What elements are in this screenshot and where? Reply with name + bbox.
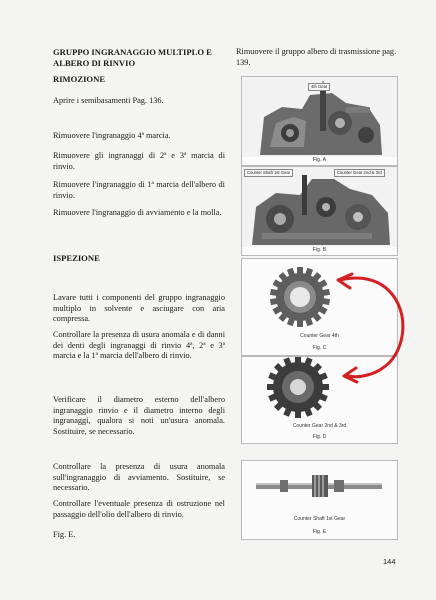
shaft-photo-e xyxy=(242,461,397,511)
caption-fig-a: Fig. A xyxy=(312,157,327,163)
caption-fig-b: Fig. B xyxy=(312,247,327,253)
removal-step-5: Rimuovere l'ingranaggio di avviamento e la molla. xyxy=(53,208,222,217)
inspection-step-4: Controllare la presenza di usura anomala sull'ingranaggio di avviamento. Sostituire, se necessario. xyxy=(53,462,225,492)
label-counter-shaft-1st-gear: Counter Shaft 1st Gear xyxy=(244,169,293,177)
caption-fig-d: Fig. D xyxy=(312,434,327,440)
removal-step-4: Rimuovere l'ingranaggio di 1ª marcia dell'albero di rinvio. xyxy=(53,180,225,200)
label-counter-gear-2nd-3rd: Counter Gear 2nd & 3rd xyxy=(334,169,385,177)
figure-b xyxy=(241,166,398,256)
inspection-step-2: Controllare la presenza di usura anomala e di danni dei denti degli ingranaggi di rinvio 4ª, 2ª e 3ª marcia e la 1ª marcia dell'albero di rinvio. xyxy=(53,330,225,360)
removal-step-1: Aprire i semibasamenti Pag. 136. xyxy=(53,96,164,105)
caption-fig-e: Fig. E xyxy=(312,529,327,535)
removal-heading: RIMOZIONE xyxy=(53,74,106,84)
section-title: GRUPPO INGRANAGGIO MULTIPLO E ALBERO DI RINVIO xyxy=(53,47,212,68)
inspection-heading: ISPEZIONE xyxy=(53,253,100,263)
inspection-step-1: Lavare tutti i componenti del gruppo ingranaggio multiplo in solvente e asciugare con aria compressa. xyxy=(53,293,225,323)
removal-step-2: Rimuovere l'ingranaggio 4ª marcia. xyxy=(53,131,171,140)
label-4th-gear: 4th Gear xyxy=(308,83,330,91)
inspection-step-3: Verificare il diametro esterno dell'albero ingranaggio rinvio e il diametro interno degli ingranaggi, qualora si noti un'usura anomala. Sostituire, se necessario. xyxy=(53,395,225,436)
figure-a xyxy=(241,76,398,166)
page-number: 144 xyxy=(383,557,396,566)
label-counter-gear-2nd-3rd-d: Counter Gear 2nd & 3rd xyxy=(292,423,347,429)
inspection-step-5: Controllare l'eventuale presenza di ostruzione nel passaggio dell'olio dell'albero di rinvio. xyxy=(53,499,225,519)
caption-fig-c: Fig. C xyxy=(312,345,327,351)
engine-photo-b xyxy=(242,167,397,247)
label-counter-gear-4th: Counter Gear 4th xyxy=(300,333,339,339)
red-arrow-annotation xyxy=(330,270,420,390)
removal-step-3: Rimuovere gli ingranaggi di 2ª e 3ª marcia di rinvio. xyxy=(53,151,225,171)
label-counter-shaft-1st-gear-e: Counter Shaft 1st Gear xyxy=(293,516,346,522)
figure-e xyxy=(241,460,398,540)
figure-reference: Fig. E. xyxy=(53,530,76,539)
right-intro: Rimuovere il gruppo albero di trasmissione pag. 139. xyxy=(236,47,397,67)
